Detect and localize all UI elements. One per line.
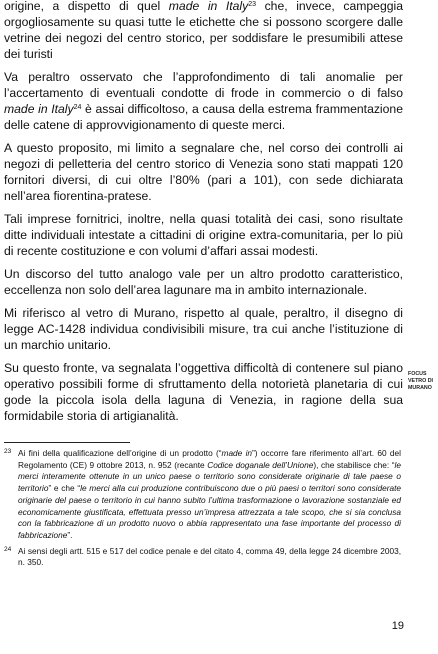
text-span: ” e che “ (48, 483, 81, 494)
text-span: origine, a dispetto di quel (4, 0, 169, 13)
text-span: Ai fini della qualificazione dell’origine di un prodotto (“ (18, 448, 222, 458)
footnote-23 (4, 446, 401, 542)
text-span: ), che stabilisce che: “ (313, 459, 395, 470)
footnote-ref-23[interactable]: 23 (248, 1, 257, 8)
italic-span: made in (221, 448, 253, 458)
paragraph-3: A questo proposito, mi limito a segnalare che, nel corso dei controlli ai negozi di pelletteria del centro storico di Venezia sono stati mappati 120 fornitori diversi, di cui oltre l’80% (pari a 101), con sede dichiarata nell’area fiorentina-pratese. (4, 141, 403, 203)
paragraph-2 (4, 69, 403, 133)
footnote-separator (4, 442, 130, 443)
paragraph-5: Un discorso del tutto analogo vale per un altro prodotto caratteristico, eccellenza non solo dell’area lagunare ma in ambito internazionale. (4, 267, 403, 297)
italic-made-in-italy: made in Italy (168, 0, 249, 13)
paragraph-1 (4, 0, 403, 62)
italic-span: Codice doganale dell’Unione (207, 459, 314, 470)
text-span: ”. (67, 529, 73, 540)
footnote-24 (4, 544, 401, 569)
italic-span: le merci interamente ottenute in un unico paese o territorio sono considerate originarie di tale paese o territorio (18, 459, 401, 494)
margin-note-line: MURANO (408, 385, 432, 391)
paragraph-7: Su questo fronte, va segnalata l’oggettiva difficoltà di contenere sul piano operativo possibili forme di sfruttamento della notorietà planetaria di cui gode la piccola isola della laguna di Venezia, in ragione della sua formidabile storia di artigianalità. (4, 361, 403, 423)
margin-note-line: VETRO DI (408, 378, 434, 384)
italic-made-in-italy: made in Italy (4, 102, 74, 116)
main-text (4, 0, 403, 431)
text-span: Ai sensi degli artt. 515 e 517 del codice penale e del citato 4, comma 49, della legge 24 dicembre 2003, n. 350. (18, 545, 401, 568)
margin-note-focus (408, 371, 438, 392)
italic-span: le merci alla cui produzione contribuiscono due o più paesi o territori sono considerate originarie del paese o territorio in cui hanno subito l’ultima trasformazione o lavorazione sostanziale ed economicamente giustificata, effettuata presso un’impresa attrezzata a tale scopo, che si sia conclusa con la fabbricazione di un prodotto nuovo o abbia rappresentato una fase importante del processo di fabbricazione (18, 483, 401, 540)
margin-note-line: FOCUS (408, 371, 427, 377)
text-span: che, invece, campeggia orgogliosamente su quasi tutte le etichette che si possono scorgere dalle vetrine dei negozi del centro storico, per soddisfare le presumibili attese dei turisti (4, 0, 403, 61)
text-span: ”) occorre fare riferimento all’art. 60 del Regolamento (CE) 9 ottobre 2013, n. 952 (recante (18, 448, 401, 470)
footnote-number: 23 (4, 448, 12, 455)
footnote-ref-24[interactable]: 24 (73, 104, 82, 111)
page-number: 19 (391, 620, 404, 632)
footnotes (4, 446, 401, 569)
footnote-number: 24 (4, 545, 12, 553)
text-span: Va peraltro osservato che l’approfondimento di tali anomalie per l’accertamento di eventuali condotte di frode in commercio o di falso (4, 70, 403, 100)
text-span: è assai difficoltoso, a causa della estrema frammentazione delle catene di approvvigionamento di queste merci. (4, 102, 403, 132)
paragraph-4: Tali imprese fornitrici, inoltre, nella quasi totalità dei casi, sono risultate ditte individuali intestate a cittadini di origine extra-comunitaria, per lo più di recente costituzione e con volumi d’affari assai modesti. (4, 212, 403, 258)
paragraph-6: Mi riferisco al vetro di Murano, rispetto al quale, peraltro, il disegno di legge AC-1428 individua condivisibili misure, tra cui anche l’istituzione di un marchio unitario. (4, 306, 403, 352)
